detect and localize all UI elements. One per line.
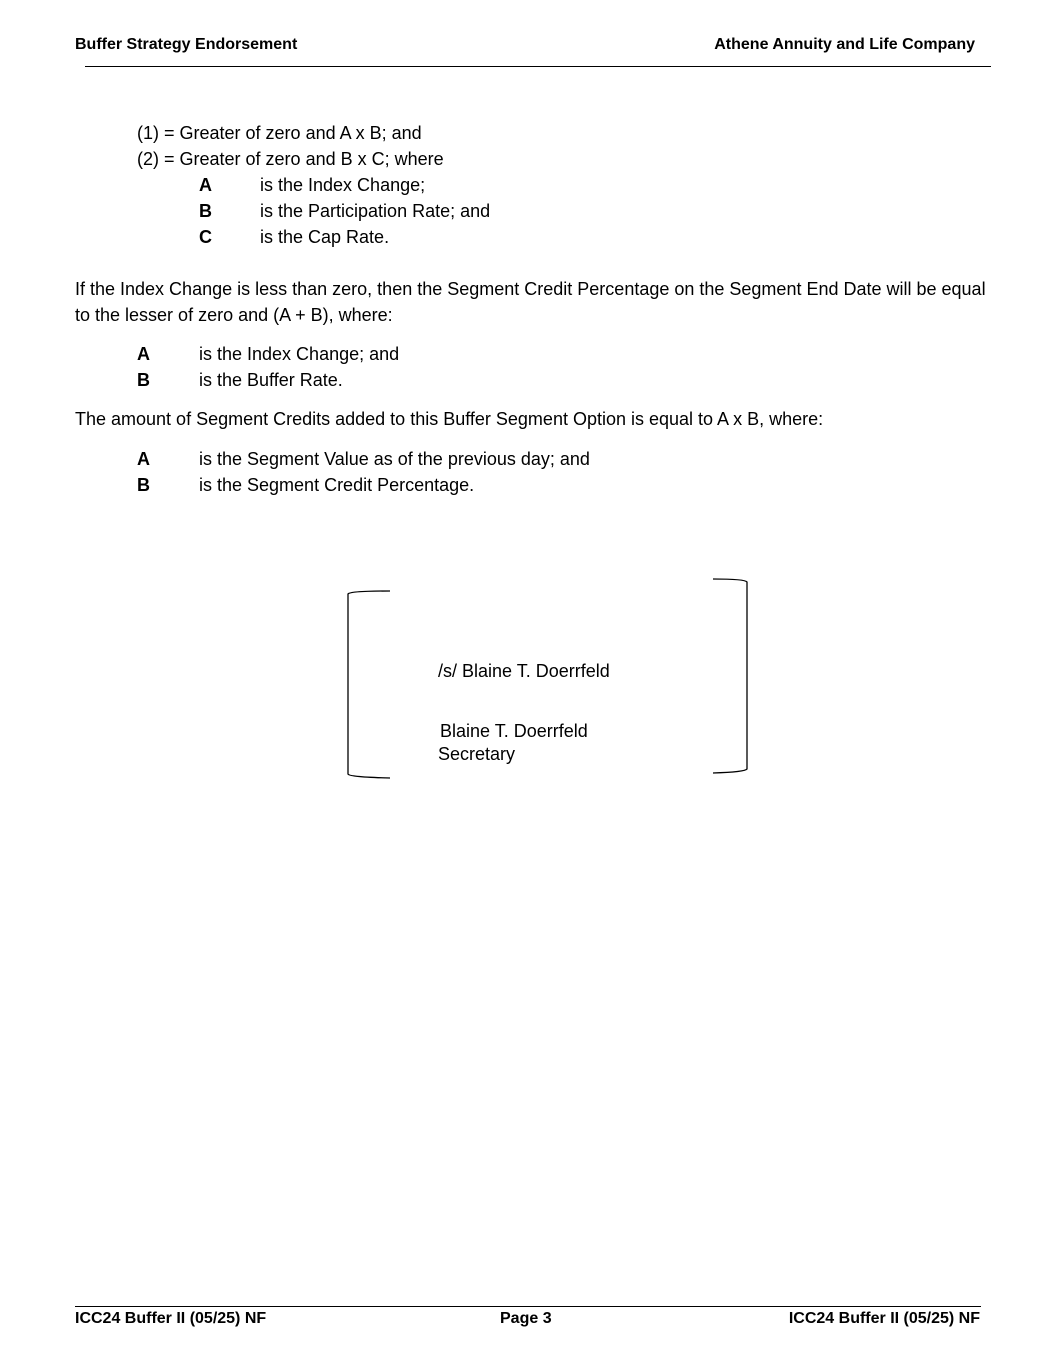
formula-line-2: (2) = Greater of zero and B x C; where	[137, 149, 444, 169]
paragraph-segment-credits: The amount of Segment Credits added to this Buffer Segment Option is equal to A x B, where:	[75, 409, 824, 429]
def-variable: B	[137, 370, 150, 390]
def-text: is the Segment Value as of the previous day; and	[199, 449, 590, 469]
header-right-company: Athene Annuity and Life Company	[714, 36, 975, 53]
def-text: is the Cap Rate.	[260, 227, 390, 247]
def-variable: C	[199, 227, 212, 247]
formula-def-b	[199, 198, 490, 224]
def-variable: A	[199, 175, 212, 195]
credit-def-a	[137, 446, 590, 472]
left-bracket	[348, 591, 390, 778]
def-variable: A	[137, 344, 150, 364]
def-text: is the Buffer Rate.	[199, 370, 343, 390]
header-rule	[85, 66, 991, 67]
def-variable: B	[137, 475, 150, 495]
signature-line: /s/ Blaine T. Doerrfeld	[438, 661, 610, 681]
def-text: is the Index Change; and	[199, 344, 400, 364]
def-text: is the Segment Credit Percentage.	[199, 475, 475, 495]
negative-def-b	[137, 367, 343, 393]
footer-form-number-left: ICC24 Buffer II (05/25) NF	[75, 1310, 267, 1327]
negative-def-a	[137, 341, 399, 367]
formula-def-c	[199, 224, 389, 250]
footer-rule	[75, 1306, 981, 1307]
def-variable: A	[137, 449, 150, 469]
def-text: is the Participation Rate; and	[260, 201, 491, 221]
paragraph-negative-index: If the Index Change is less than zero, then the Segment Credit Percentage on the Segment End Date will be equal to the lesser of zero and (A + B), where:	[75, 279, 986, 325]
signatory-title: Secretary	[438, 744, 516, 764]
header-left-title: Buffer Strategy Endorsement	[75, 36, 298, 53]
formula-def-a	[199, 172, 425, 198]
credit-def-b	[137, 472, 474, 498]
signatory-name: Blaine T. Doerrfeld	[440, 721, 588, 741]
def-text: is the Index Change;	[260, 175, 426, 195]
def-variable: B	[199, 201, 212, 221]
footer-form-number-right: ICC24 Buffer II (05/25) NF	[788, 1310, 980, 1327]
right-bracket	[713, 579, 747, 773]
formula-line-1: (1) = Greater of zero and A x B; and	[137, 123, 422, 143]
footer-page-number: Page 3	[500, 1310, 552, 1327]
